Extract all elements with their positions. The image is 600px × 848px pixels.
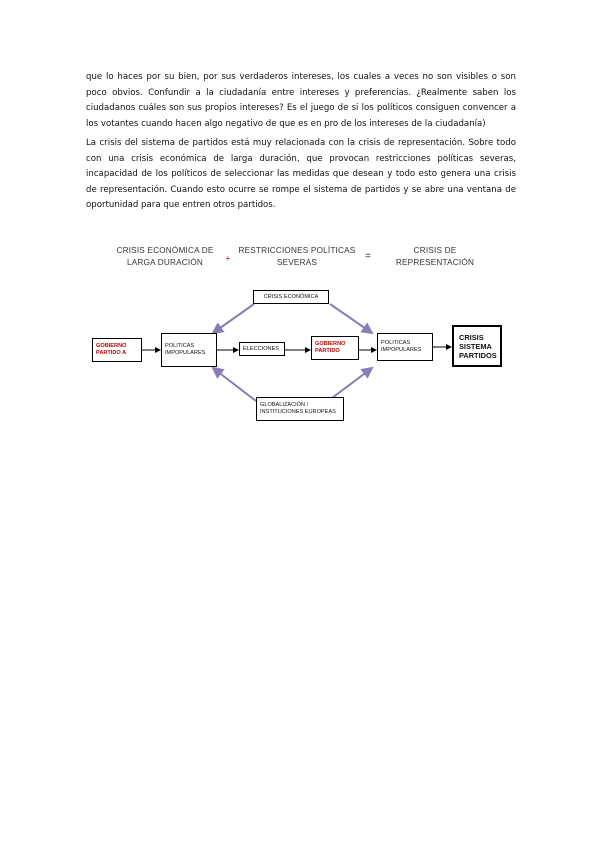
arrow-crisis-to-politicas1 (213, 304, 254, 333)
box-crisis-sistema-partidos: CRISIS SISTEMA PARTIDOS (452, 325, 502, 367)
equation-term-crisis-economica: CRISIS ECONÓMICA DE LARGA DURACIÓN (116, 246, 214, 267)
arrow-globalizacion-to-politicas1 (213, 368, 256, 401)
box-elecciones: ELECCIONES (239, 342, 285, 356)
box-gobierno-partido-a: GOBIERNO PARTIDO A (92, 338, 142, 362)
equation-term-restricciones: RESTRICCIONES POLÍTICAS SEVERAS (238, 246, 356, 267)
equation-plus: + (225, 254, 231, 263)
box-gobierno-partido: GOBIERNO PARTIDO (311, 336, 359, 360)
paragraph-intereses: que lo haces por su bien, por sus verdaderos intereses, los cuales a veces no son visibles o son poco obvios. Confundir a la ciudadanía entre intereses y preferencias. ¿Realmente saben los ciudadanos cuáles son sus propios intereses? Es el juego de si los políticos consiguen convencer a los votantes cuando hacen algo negativo de que es en pro de los intereses de la ciudadanía) (86, 72, 516, 129)
box-politicas-impopulares-1: POLITICAS IMPOPULARES (161, 333, 217, 367)
equation-term-crisis-representacion: CRISIS DE REPRESENTACIÓN (395, 246, 475, 267)
arrow-crisis-to-politicas2 (330, 304, 372, 333)
box-globalizacion: GLOBALIZACIÓN / INSTITUCIONES EUROPEAS (256, 397, 344, 421)
box-crisis-economica: CRISIS ECONÓMICA (253, 290, 329, 304)
box-politicas-impopulares-2: POLITICAS IMPOPULARES (377, 333, 433, 361)
paragraph-crisis-partidos: La crisis del sistema de partidos está muy relacionada con la crisis de representación. Sobre todo con una crisis económica de larga duración, que provocan restricciones políticas severas, incapacidad de los políticos de seleccionar las medidas que desean y todo esto genera una crisis de representación. Cuando esto ocurre se rompe el sistema de partidos y se abre una ventana de oportunidad para que entren otros partidos. (86, 138, 516, 211)
equation-equals: = (364, 251, 372, 262)
